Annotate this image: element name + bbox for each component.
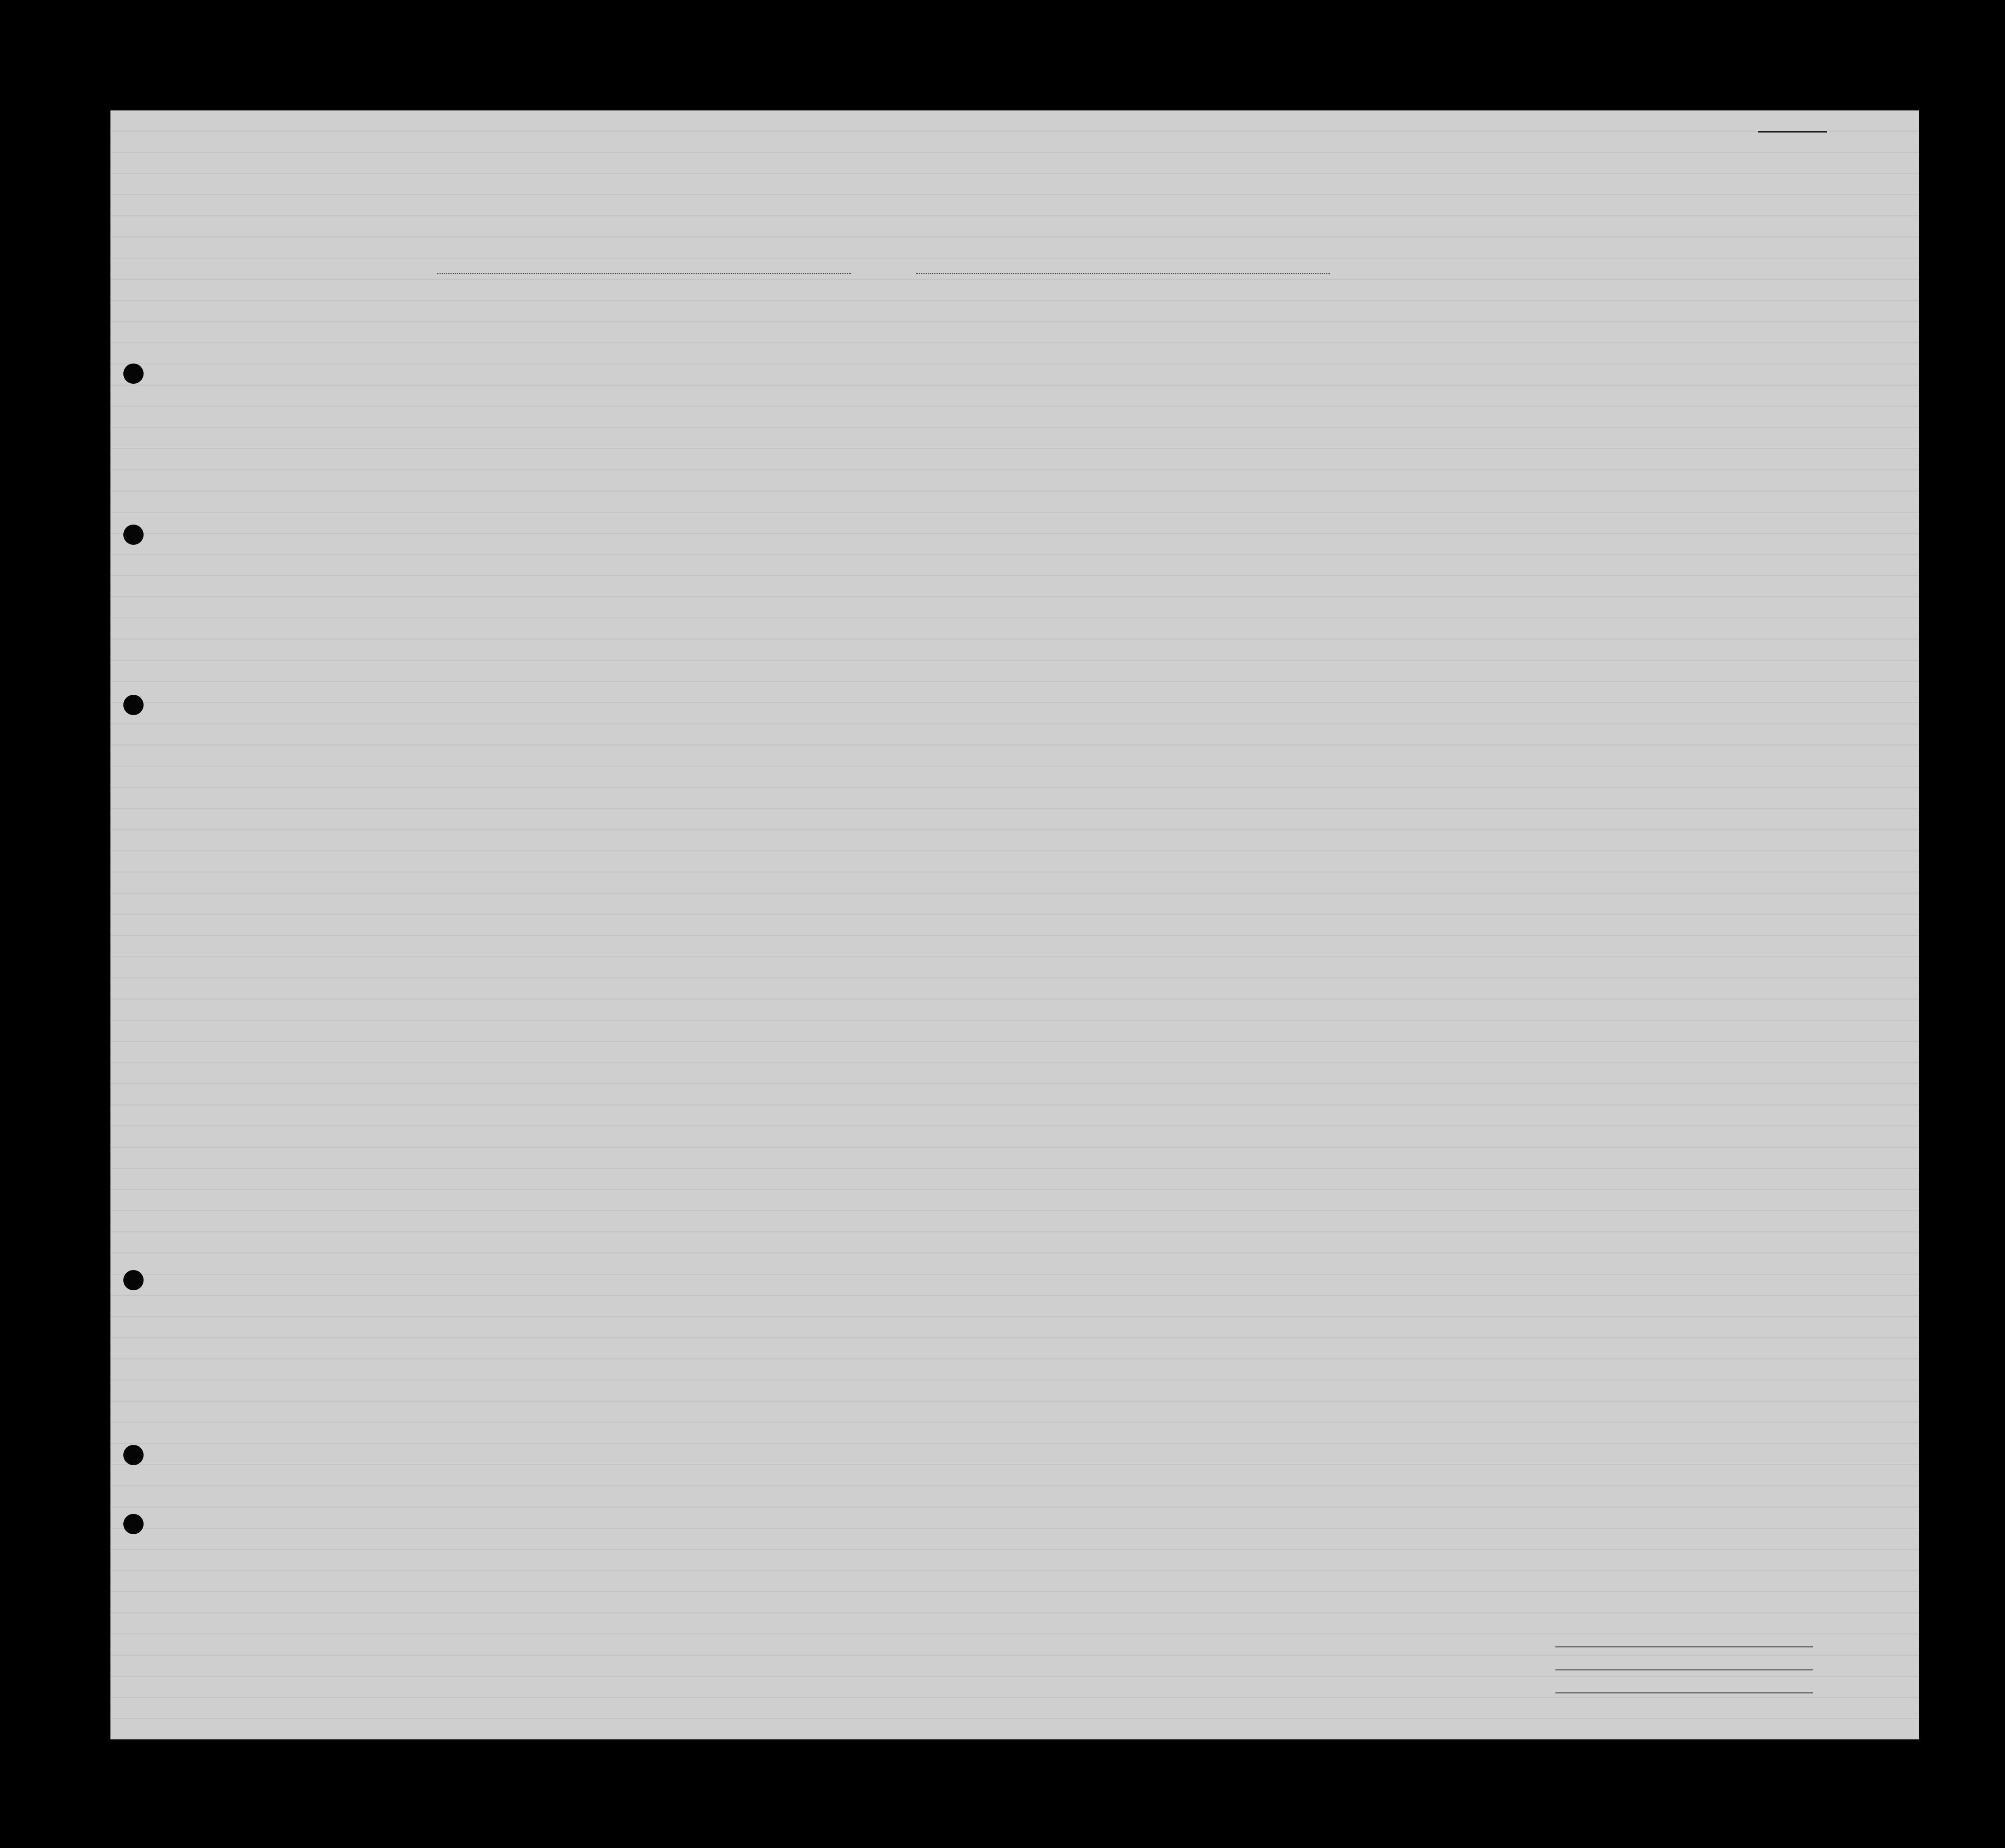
arrival-line bbox=[170, 267, 1551, 299]
owners-value bbox=[1555, 1669, 1813, 1670]
agents-value bbox=[1555, 1692, 1813, 1693]
manifest-page bbox=[110, 110, 1919, 1739]
line-value bbox=[1555, 1646, 1813, 1647]
manifest-table bbox=[110, 308, 1919, 1615]
list-number bbox=[1758, 131, 1827, 133]
arrival-date bbox=[916, 273, 1330, 274]
arrival-port bbox=[437, 273, 851, 274]
